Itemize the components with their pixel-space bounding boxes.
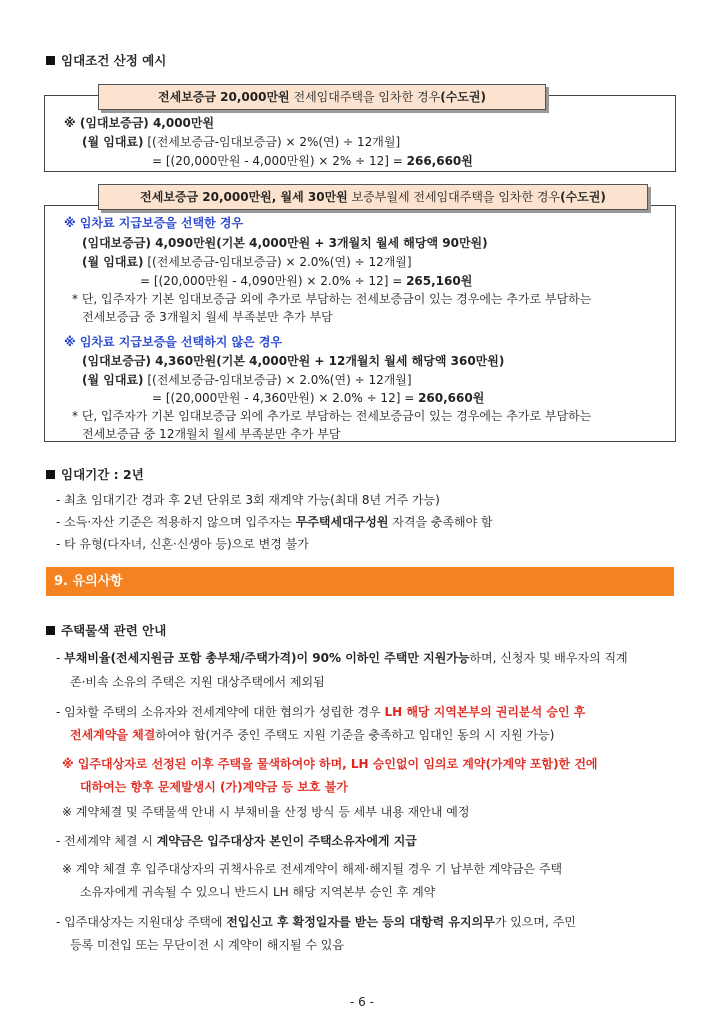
housing-search-warning-line2: 대하여는 향후 문제발생시 (가)계약금 등 보호 불가 [80,780,348,794]
housing-search-p6-line2: 소유자에게 귀속될 수 있으니 반드시 LH 해당 지역본부 승인 후 계약 [80,885,436,899]
example-box-2-tag: 전세보증금 20,000만원, 월세 30만원 보증부월세 전세임대주택을 임차한 경우(수도권) [98,184,648,210]
box2-option2-note-line2: 전세보증금 중 12개월치 월세 부족분만 추가 부담 [82,427,341,441]
section-9-header: 9. 유의사항 [46,567,674,596]
box1-deposit: ※ (임대보증금) 4,000만원 [64,116,215,130]
housing-search-p6-line1: ※ 계약 체결 후 입주대상자의 귀책사유로 전세계약이 해제·해지될 경우 기 납부한 계약금은 주택 [62,862,563,876]
square-bullet-icon [46,626,55,635]
rent-period-item-1: - 최초 임대기간 경과 후 2년 단위로 3회 재계약 가능(최대 8년 거주 가능) [56,493,440,507]
housing-search-warning-line1: ※ 입주대상자로 선정된 이후 주택을 물색하여야 하며, LH 승인없이 임의로 계약(가계약 포함)한 건에 [62,757,598,771]
box2-option1-rent-calc: = [(20,000만원 - 4,090만원) × 2.0% ÷ 12] = 265,160원 [140,274,473,288]
box1-rent-calc: = [(20,000만원 - 4,000만원) × 2% ÷ 12] = 266,660원 [152,154,473,168]
box2-option2-title: ※ 임차료 지급보증을 선택하지 않은 경우 [64,335,283,349]
rent-period-item-3: - 타 유형(다자녀, 신혼·신생아 등)으로 변경 불가 [56,537,309,551]
housing-search-p1-line2: 존·비속 소유의 주택은 지원 대상주택에서 제외됨 [70,675,325,689]
housing-search-note: ※ 계약체결 및 주택물색 안내 시 부채비율 산정 방식 등 세부 내용 재안내 예정 [62,805,470,819]
box2-option2-note-line1: * 단, 입주자가 기본 임대보증금 외에 추가로 부담하는 전세보증금이 있는 경우에는 추가로 부담하는 [72,409,592,423]
rent-period-heading: 임대기간 : 2년 [46,465,144,483]
page-number: - 6 - [350,995,374,1009]
box2-option1-title: ※ 임차료 지급보증을 선택한 경우 [64,216,244,230]
square-bullet-icon [46,470,55,479]
box2-option1-note-line1: * 단, 입주자가 기본 임대보증금 외에 추가로 부담하는 전세보증금이 있는 경우에는 추가로 부담하는 [72,292,592,306]
housing-search-p7-line2: 등록 미전입 또는 무단이전 시 계약이 해지될 수 있음 [70,938,344,952]
housing-search-p7-line1: - 입주대상자는 지원대상 주택에 전입신고 후 확정일자를 받는 등의 대항력 유지의무가 있으며, 주민 [56,915,576,929]
example-box-1-tag: 전세보증금 20,000만원 전세임대주택을 임차한 경우(수도권) [98,84,546,110]
box2-option1-deposit: (임대보증금) 4,090만원(기본 4,000만원 + 3개월치 월세 해당액 90만원) [82,236,488,250]
box2-option1-rent-formula: (월 임대료) [(전세보증금-임대보증금) × 2.0%(연) ÷ 12개월] [82,255,412,269]
box2-option2-deposit: (임대보증금) 4,360만원(기본 4,000만원 + 12개월치 월세 해당액 360만원) [82,354,505,368]
housing-search-p2-line2: 전세계약을 체결하여야 함(거주 중인 주택도 지원 기준을 충족하고 임대인 동의 시 지원 가능) [70,728,555,742]
housing-search-p1-line1: - 부채비율(전세지원금 포함 총부채/주택가격)이 90% 이하인 주택만 지원가능하며, 신청자 및 배우자의 직계 [56,651,628,665]
housing-search-p5: - 전세계약 체결 시 계약금은 입주대상자 본인이 주택소유자에게 지급 [56,834,417,848]
rent-example-heading: 임대조건 산정 예시 [46,51,166,69]
box2-option2-rent-calc: = [(20,000만원 - 4,360만원) × 2.0% ÷ 12] = 260,660원 [152,391,485,405]
box1-rent-formula: (월 임대료) [(전세보증금-임대보증금) × 2%(연) ÷ 12개월] [82,135,401,149]
housing-search-p2-line1: - 임차할 주택의 소유자와 전세계약에 대한 협의가 성립한 경우 LH 해당 지역본부의 권리분석 승인 후 [56,705,586,719]
square-bullet-icon [46,56,55,65]
rent-period-item-2: - 소득·자산 기준은 적용하지 않으며 입주자는 무주택세대구성원 자격을 충족해야 함 [56,515,493,529]
box2-option2-rent-formula: (월 임대료) [(전세보증금-임대보증금) × 2.0%(연) ÷ 12개월] [82,373,412,387]
housing-search-heading: 주택물색 관련 안내 [46,621,166,639]
box2-option1-note-line2: 전세보증금 중 3개월치 월세 부족분만 추가 부담 [82,310,333,324]
